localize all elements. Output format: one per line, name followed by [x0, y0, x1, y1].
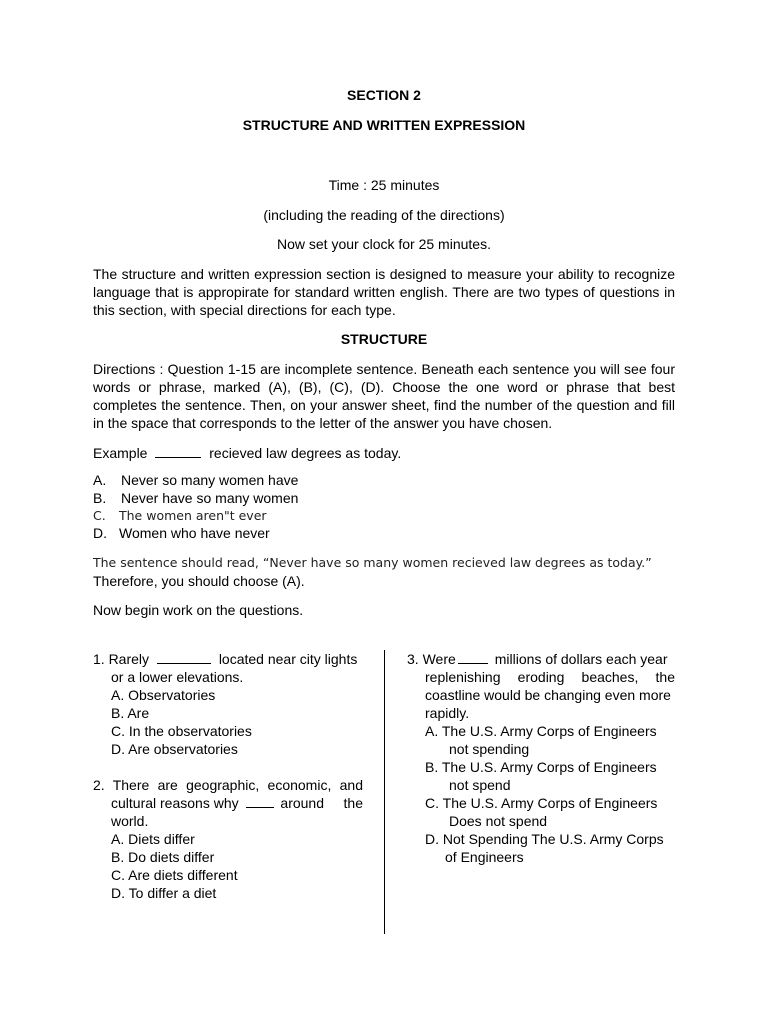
example-answer-choice: Therefore, you should choose (A). [93, 573, 305, 589]
question-3-option-a: A. The U.S. Army Corps of Engineers [425, 723, 657, 739]
example-option-c [93, 507, 267, 525]
example-option-d [93, 524, 270, 542]
question-2-mid: around [280, 795, 324, 811]
question-3-option-b-cont: not spend [449, 777, 511, 793]
structure-heading: STRUCTURE [340, 331, 428, 347]
question-1-option-a: A. Observatories [111, 687, 216, 703]
question-3-option-d-cont: of Engineers [445, 849, 524, 865]
question-2-stem-line2 [93, 794, 363, 812]
question-2-option-c: C. Are diets different [111, 867, 238, 883]
question-1-stem-rest: located near city lights [218, 651, 358, 667]
left-column [93, 650, 363, 902]
option-letter: C. [93, 508, 106, 523]
question-2-stem-line3: world. [111, 813, 149, 829]
question-2-stem-line1: 2. There are geographic, economic, and [93, 777, 363, 793]
section-label: SECTION 2 [347, 87, 421, 103]
question-2 [93, 776, 363, 902]
page-title: STRUCTURE AND WRITTEN EXPRESSION [242, 117, 526, 133]
begin-instruction: Now begin work on the questions. [93, 602, 304, 618]
clock-instruction: Now set your clock for 25 minutes. [277, 236, 491, 252]
intro-paragraph: The structure and written expression section is designed to measure your ability to recognize language that is appropirate for standard written english. There are two types of questions in this section, with special directions for each type. [93, 266, 675, 318]
option-letter: A. [93, 472, 107, 488]
question-1-option-b: B. Are [111, 705, 150, 721]
question-1-stem-line2: or a lower elevations. [111, 669, 244, 685]
option-text: The women aren"t ever [119, 508, 267, 523]
question-1-blank [157, 651, 211, 664]
question-2-end: the [343, 795, 363, 811]
question-3-option-c: C. The U.S. Army Corps of Engineers [425, 795, 658, 811]
question-1-stem [93, 650, 363, 668]
question-3-blank [458, 651, 488, 664]
question-3-stem-rest: millions of dollars each year [494, 651, 668, 667]
option-letter: B. [93, 490, 107, 506]
question-3-stem [407, 650, 675, 668]
example-option-a [93, 471, 298, 489]
question-3 [407, 650, 675, 866]
question-3-option-b: B. The U.S. Army Corps of Engineers [425, 759, 657, 775]
question-2-option-d: D. To differ a diet [111, 885, 217, 901]
question-2-option-a: A. Diets differ [111, 831, 195, 847]
time-note: (including the reading of the directions) [263, 207, 505, 223]
example-option-b [93, 489, 298, 507]
example-suffix: recieved law degrees as today. [209, 445, 402, 461]
question-3-stem-line2: replenishing eroding beaches, the [425, 669, 675, 685]
question-3-prefix: 3. Were [407, 651, 456, 667]
question-1 [93, 650, 363, 758]
example-answer-explanation: The sentence should read, “Never have so many women recieved law degrees as today.” [93, 555, 652, 570]
question-3-option-c-cont: Does not spend [449, 813, 548, 829]
example-prefix: Example [93, 445, 148, 461]
time-limit: Time : 25 minutes [328, 177, 440, 193]
question-2-prefix: cultural reasons why [111, 795, 239, 811]
question-1-option-c: C. In the observatories [111, 723, 252, 739]
question-2-blank [246, 795, 274, 808]
structure-directions: Directions : Question 1-15 are incomplete sentence. Beneath each sentence you will see four words or phrase, marked (A), (B), (C), (D). Choose the one word or phrase that best completes the sentence. Then, on your answer sheet, find the number of the question and fill in the space that corresponds to the letter of the answer you have chosen. [93, 361, 675, 431]
question-2-option-b: B. Do diets differ [111, 849, 215, 865]
example-blank [155, 445, 201, 458]
option-letter: D. [93, 525, 107, 541]
question-3-stem-line4: rapidly. [425, 705, 470, 721]
option-text: Women who have never [119, 525, 270, 541]
example-sentence [93, 444, 675, 462]
option-text: Never so many women have [121, 472, 299, 488]
column-divider [384, 650, 385, 934]
right-column [407, 650, 675, 866]
question-3-option-a-cont: not spending [449, 741, 530, 757]
question-3-stem-line3: coastline would be changing even more [425, 687, 671, 703]
question-1-option-d: D. Are observatories [111, 741, 238, 757]
question-1-prefix: 1. Rarely [93, 651, 150, 667]
question-3-option-d: D. Not Spending The U.S. Army Corps [425, 831, 664, 847]
option-text: Never have so many women [121, 490, 299, 506]
